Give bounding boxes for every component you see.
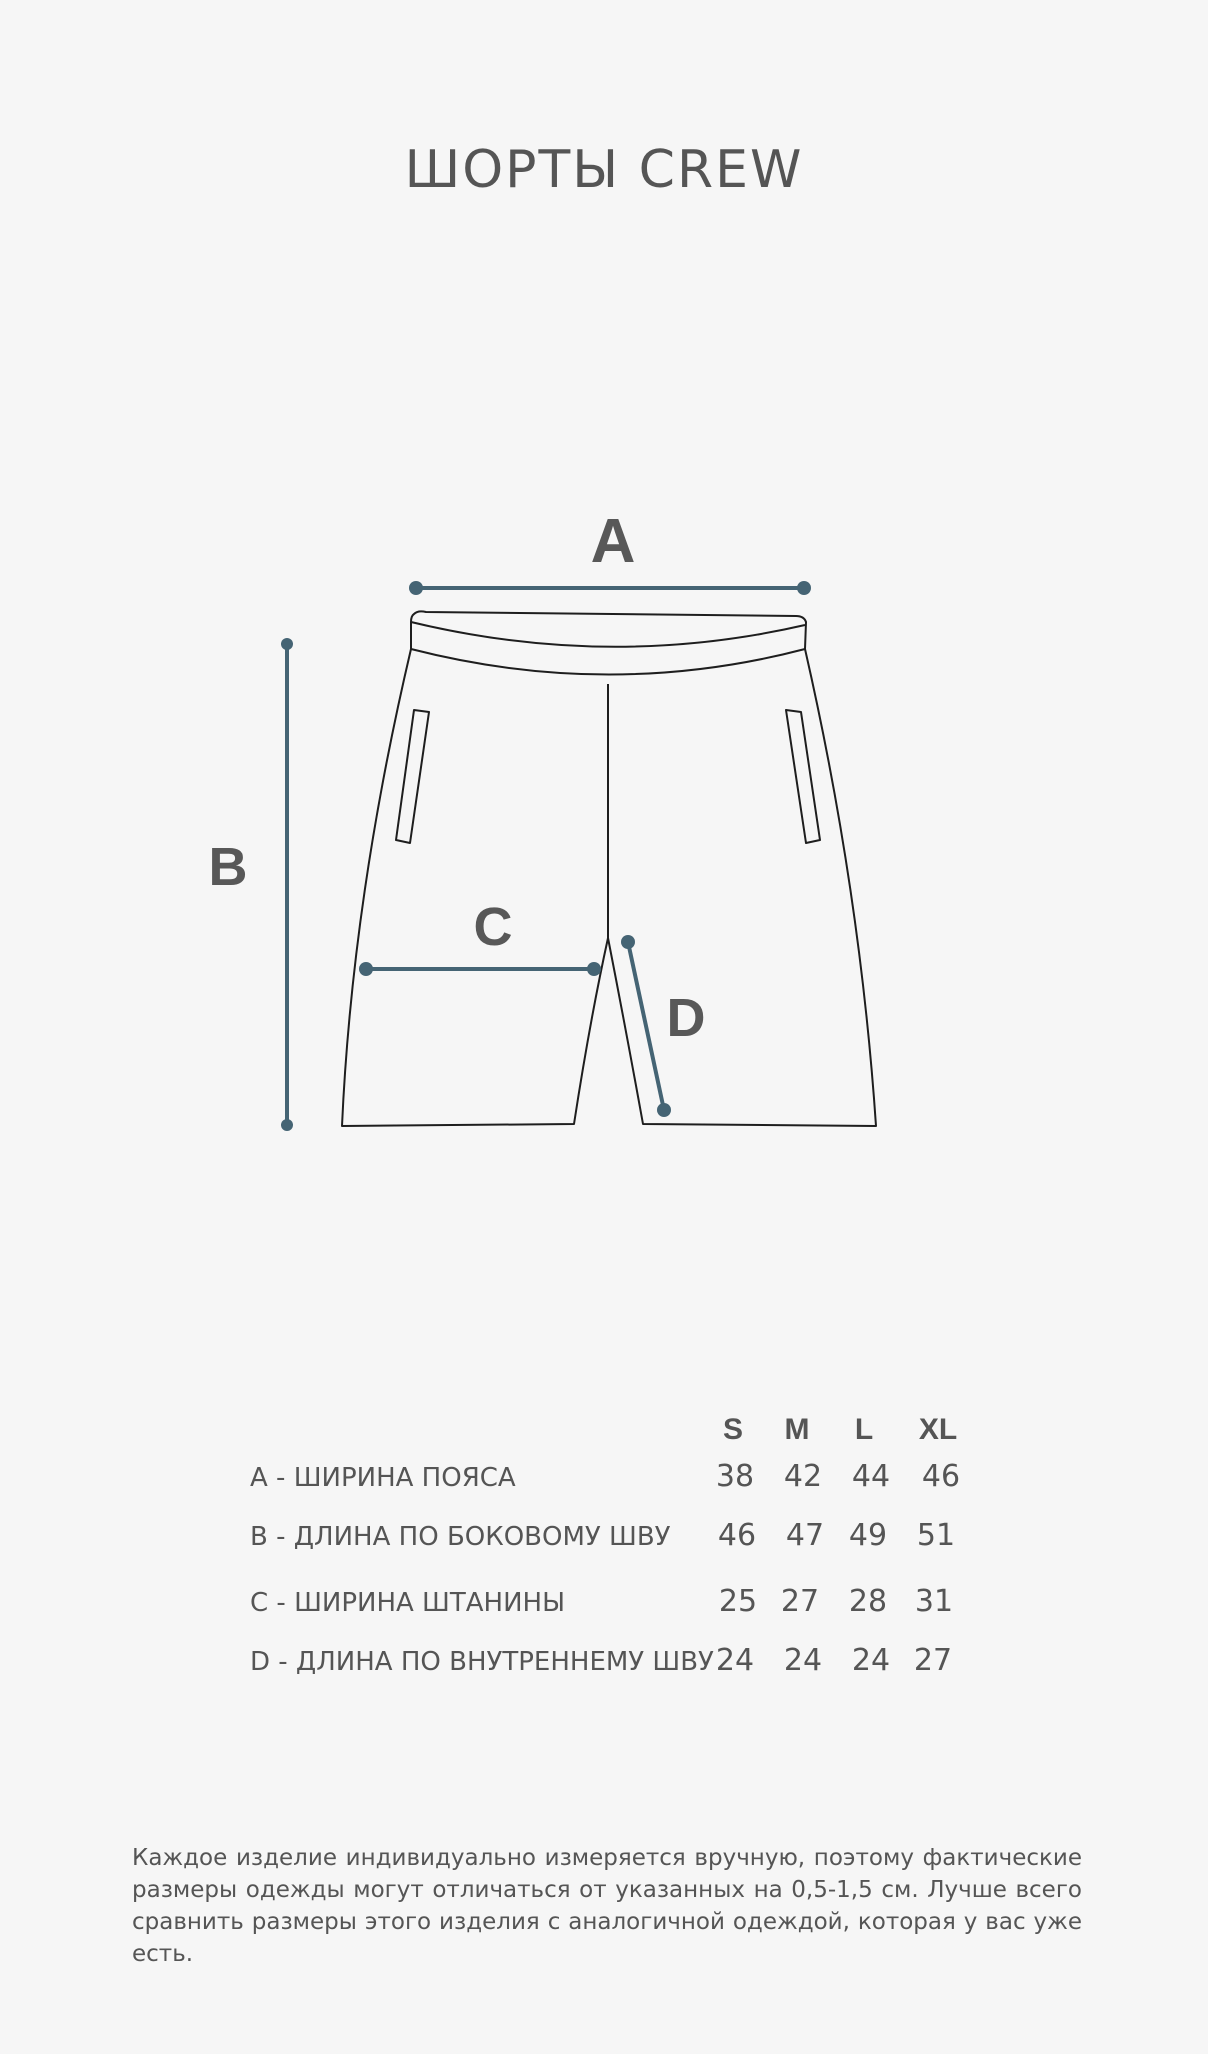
row-label-a: A - ШИРИНА ПОЯСА (250, 1463, 516, 1493)
cell-c-s: 25 (718, 1584, 758, 1619)
cell-c-l: 28 (848, 1584, 888, 1619)
cell-b-s: 46 (717, 1518, 757, 1553)
cell-a-m: 42 (783, 1459, 823, 1494)
cell-c-xl: 31 (914, 1584, 954, 1619)
cell-b-l: 49 (848, 1518, 888, 1553)
cell-d-xl: 27 (913, 1643, 953, 1678)
size-header-l: L (854, 1413, 874, 1446)
left-pocket (396, 710, 429, 843)
cell-d-m: 24 (783, 1643, 823, 1678)
cell-a-s: 38 (715, 1459, 755, 1494)
cell-d-l: 24 (851, 1643, 891, 1678)
dimension-d (621, 935, 706, 1117)
cell-b-xl: 51 (916, 1518, 956, 1553)
cell-c-m: 27 (780, 1584, 820, 1619)
right-pocket (786, 710, 820, 843)
size-header-xl: XL (918, 1413, 958, 1446)
dimension-b-label: B (208, 837, 248, 897)
size-header-s: S (722, 1413, 743, 1446)
row-label-c: C - ШИРИНА ШТАНИНЫ (250, 1588, 566, 1618)
dimension-c (359, 897, 601, 976)
size-header-m: M (784, 1413, 810, 1446)
cell-a-l: 44 (851, 1459, 891, 1494)
row-label-d: D - ДЛИНА ПО ВНУТРЕННЕМУ ШВУ (250, 1647, 714, 1677)
measurement-note: Каждое изделие индивидуально измеряется вручную, поэтому фактические размеры одежды могут отличаться от указанных на 0,5-1,5 см. Лучше всего сравнить размеры этого изделия с аналогичной одеждой, которая у вас уже есть. (132, 1845, 1082, 1967)
cell-d-s: 24 (715, 1643, 755, 1678)
row-label-b: B - ДЛИНА ПО БОКОВОМУ ШВУ (250, 1522, 671, 1552)
waistband (411, 611, 806, 674)
dimension-c-label: C (473, 897, 513, 957)
dimension-b (209, 638, 294, 1131)
cell-a-xl: 46 (921, 1459, 961, 1494)
page-title: ШОРТЫ CREW (404, 140, 804, 200)
dimension-a (409, 507, 811, 595)
dimension-a-label: A (590, 507, 636, 576)
dimension-d-label: D (666, 988, 706, 1048)
waistband-curve (411, 622, 805, 647)
shorts-outline (342, 611, 876, 1126)
cell-b-m: 47 (785, 1518, 825, 1553)
